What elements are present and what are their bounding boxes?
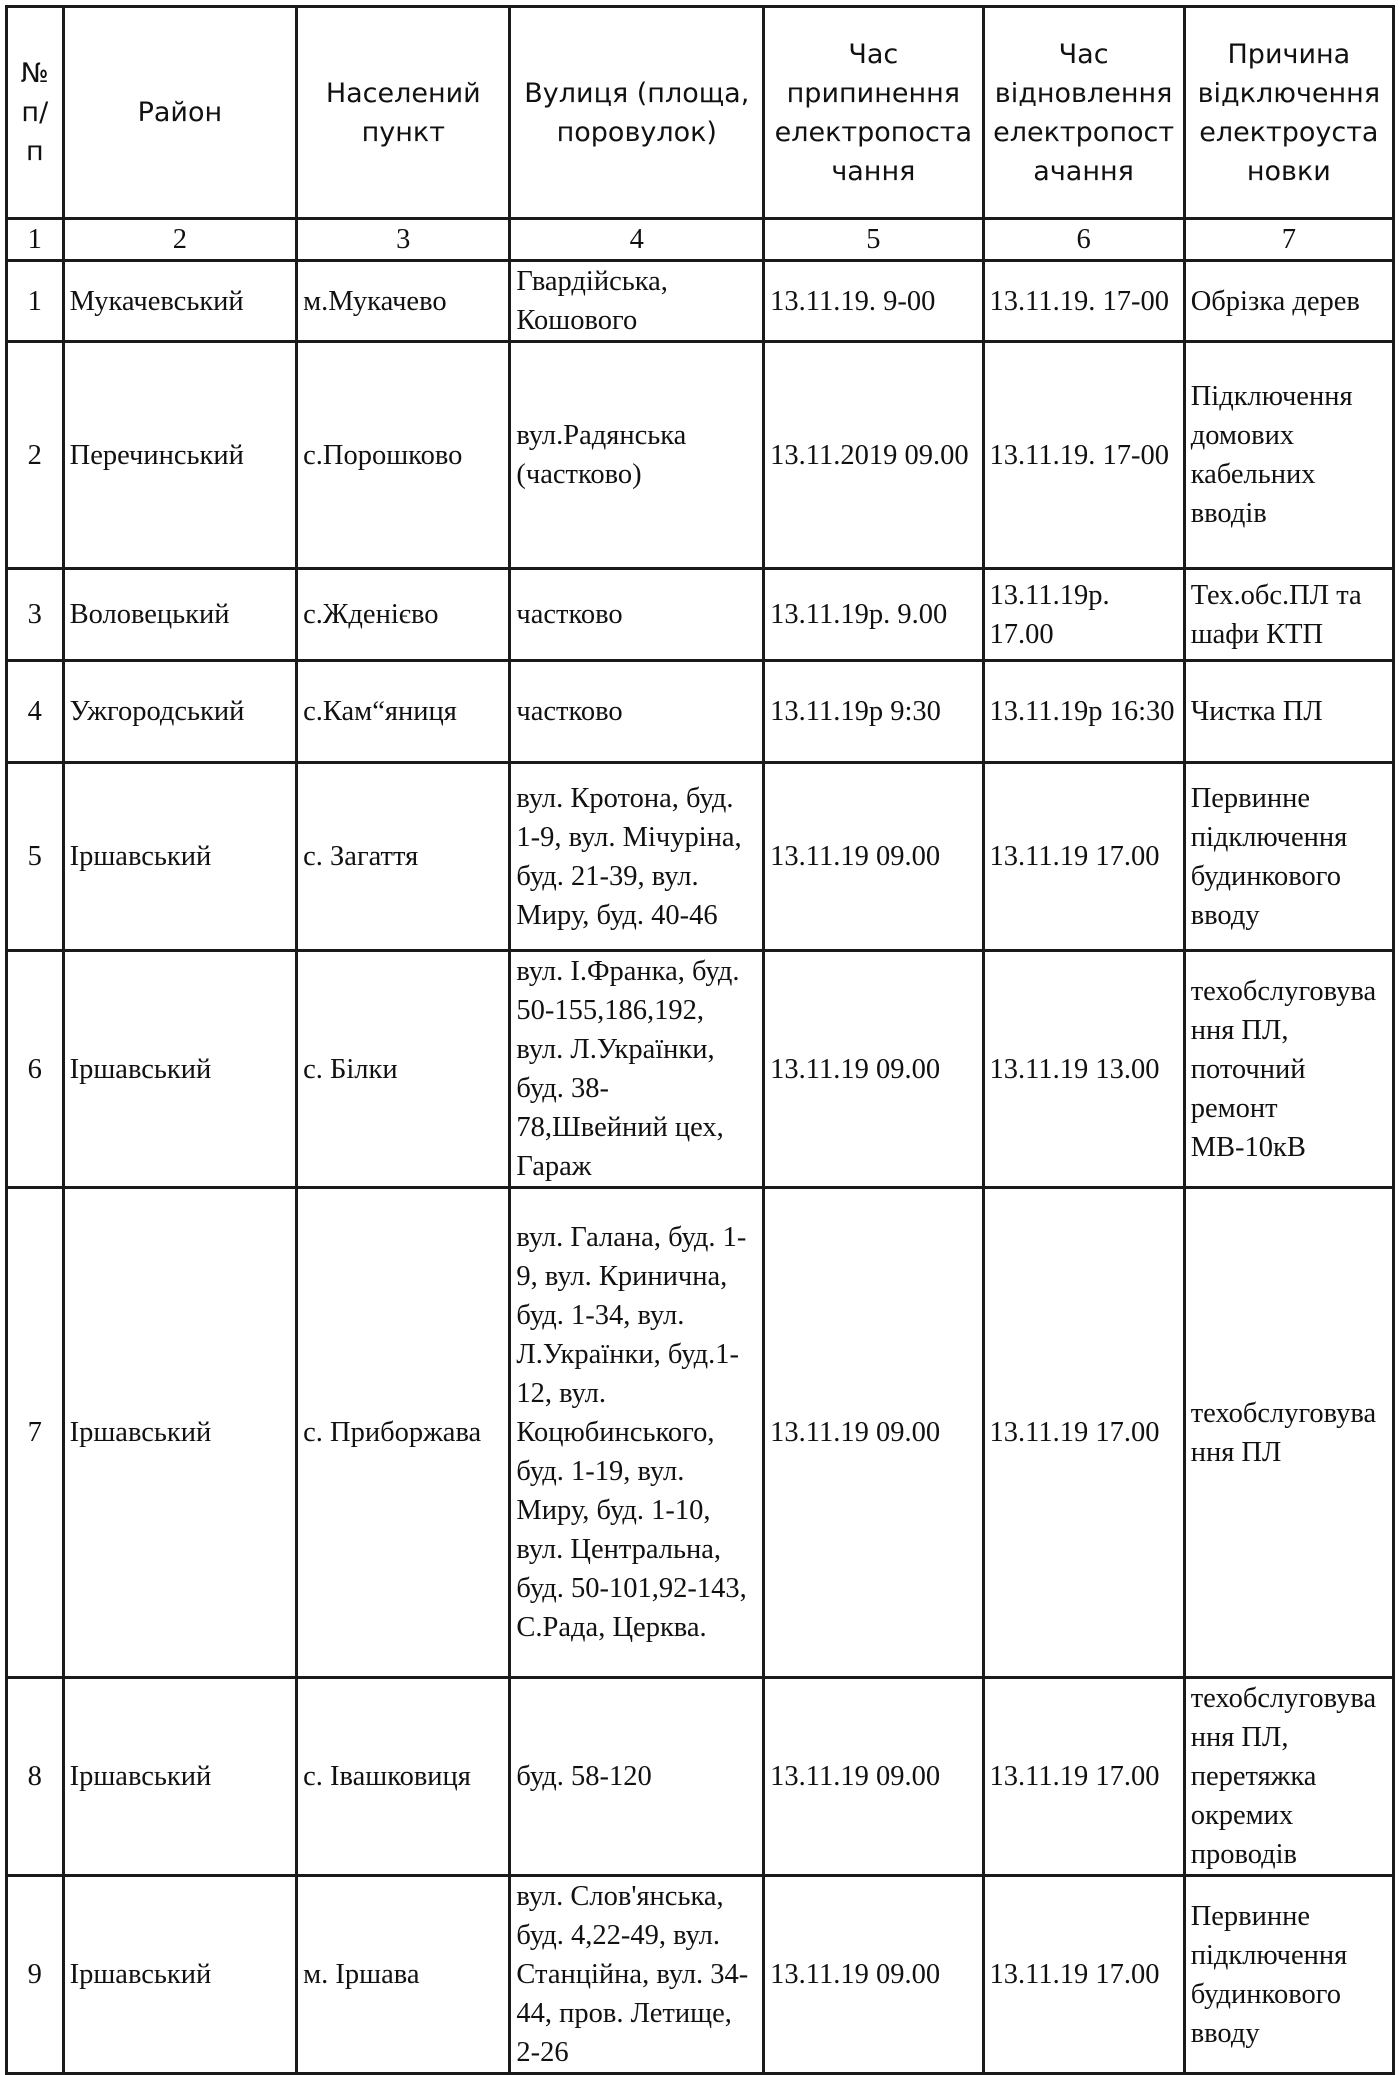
settlement-cell: с. Загаття [297,763,510,951]
header-cell-street: Вулиця (площа, поровулок) [510,7,764,219]
reason-cell: Тех.обс.ПЛ та шафи КТП [1184,569,1393,661]
row-number-cell: 9 [7,1876,64,2074]
restore-time-cell: 13.11.19 17.00 [983,1876,1184,2074]
district-cell: Іршавський [63,1188,297,1678]
stop-time-cell: 13.11.19р. 9.00 [764,569,983,661]
stop-time-cell: 13.11.19р 9:30 [764,661,983,763]
table-row [7,763,1394,951]
street-cell: вул. І.Франка, буд. 50-155,186,192, вул. Л.Українки, буд. 38-78,Швейний цех, Гараж [510,951,764,1188]
row-number-cell: 2 [7,342,64,569]
restore-time-cell: 13.11.19р 16:30 [983,661,1184,763]
row-number-cell: 5 [7,763,64,951]
stop-time-cell: 13.11.2019 09.00 [764,342,983,569]
stop-time-cell: 13.11.19. 9-00 [764,261,983,342]
reason-cell: техобслуговування ПЛ, перетяжка окремих проводів [1184,1678,1393,1876]
column-number-cell: 3 [297,219,510,261]
table-row [7,342,1394,569]
column-number-cell: 1 [7,219,64,261]
reason-cell: Чистка ПЛ [1184,661,1393,763]
stop-time-cell: 13.11.19 09.00 [764,1678,983,1876]
settlement-cell: м.Мукачево [297,261,510,342]
restore-time-cell: 13.11.19 17.00 [983,1678,1184,1876]
header-cell-restore-time: Час відновлення електропостачання [983,7,1184,219]
table-row [7,261,1394,342]
settlement-cell: м. Іршава [297,1876,510,2074]
row-number-cell: 6 [7,951,64,1188]
column-number-cell: 2 [63,219,297,261]
district-cell: Іршавський [63,763,297,951]
column-number-row [7,219,1394,261]
table-row [7,569,1394,661]
table-row [7,951,1394,1188]
stop-time-cell: 13.11.19 09.00 [764,763,983,951]
district-cell: Перечинський [63,342,297,569]
district-cell: Мукачевський [63,261,297,342]
street-cell: вул. Слов'янська, буд. 4,22-49, вул. Станційна, вул. 34-44, пров. Летище, 2-26 [510,1876,764,2074]
restore-time-cell: 13.11.19 13.00 [983,951,1184,1188]
reason-cell: техобслуговування ПЛ, поточний ремонт МВ-10кВ [1184,951,1393,1188]
district-cell: Іршавський [63,1678,297,1876]
reason-cell: Первинне підключення будинкового вводу [1184,763,1393,951]
header-cell-reason: Причина відключення електроустановки [1184,7,1393,219]
column-number-cell: 7 [1184,219,1393,261]
district-cell: Ужгородський [63,661,297,763]
street-cell: вул.Радянська (частково) [510,342,764,569]
restore-time-cell: 13.11.19 17.00 [983,763,1184,951]
header-cell-settlement: Населений пункт [297,7,510,219]
table-row [7,1678,1394,1876]
row-number-cell: 1 [7,261,64,342]
restore-time-cell: 13.11.19 17.00 [983,1188,1184,1678]
street-cell: частково [510,661,764,763]
street-cell: буд. 58-120 [510,1678,764,1876]
row-number-cell: 8 [7,1678,64,1876]
stop-time-cell: 13.11.19 09.00 [764,1876,983,2074]
reason-cell: техобслуговування ПЛ [1184,1188,1393,1678]
header-row [7,7,1394,219]
settlement-cell: с. Приборжава [297,1188,510,1678]
street-cell: вул. Кротона, буд. 1-9, вул. Мічуріна, буд. 21-39, вул. Миру, буд. 40-46 [510,763,764,951]
table-row [7,1876,1394,2074]
settlement-cell: с.Порошково [297,342,510,569]
reason-cell: Обрізка дерев [1184,261,1393,342]
settlement-cell: с.Жденієво [297,569,510,661]
street-cell: частково [510,569,764,661]
settlement-cell: с. Івашковиця [297,1678,510,1876]
restore-time-cell: 13.11.19р. 17.00 [983,569,1184,661]
column-number-cell: 4 [510,219,764,261]
street-cell: вул. Галана, буд. 1-9, вул. Кринична, буд. 1-34, вул. Л.Українки, буд.1-12, вул. Коцюбинського, буд. 1-19, вул. Миру, буд. 1-10, вул. Центральна, буд. 50-101,92-143, С.Рада, Церква. [510,1188,764,1678]
reason-cell: Первинне підключення будинкового вводу [1184,1876,1393,2074]
column-number-cell: 5 [764,219,983,261]
stop-time-cell: 13.11.19 09.00 [764,951,983,1188]
table-row [7,661,1394,763]
district-cell: Іршавський [63,951,297,1188]
stop-time-cell: 13.11.19 09.00 [764,1188,983,1678]
header-cell-stop-time: Час припинення електропостачання [764,7,983,219]
street-cell: Гвардійська, Кошового [510,261,764,342]
restore-time-cell: 13.11.19. 17-00 [983,261,1184,342]
restore-time-cell: 13.11.19. 17-00 [983,342,1184,569]
header-cell-district: Район [63,7,297,219]
district-cell: Іршавський [63,1876,297,2074]
district-cell: Воловецький [63,569,297,661]
row-number-cell: 3 [7,569,64,661]
row-number-cell: 4 [7,661,64,763]
reason-cell: Підключення домових кабельних вводів [1184,342,1393,569]
outage-schedule-table [5,5,1395,2075]
settlement-cell: с. Білки [297,951,510,1188]
header-cell-number: № п/п [7,7,64,219]
column-number-cell: 6 [983,219,1184,261]
settlement-cell: с.Кам“яниця [297,661,510,763]
row-number-cell: 7 [7,1188,64,1678]
table-row [7,1188,1394,1678]
